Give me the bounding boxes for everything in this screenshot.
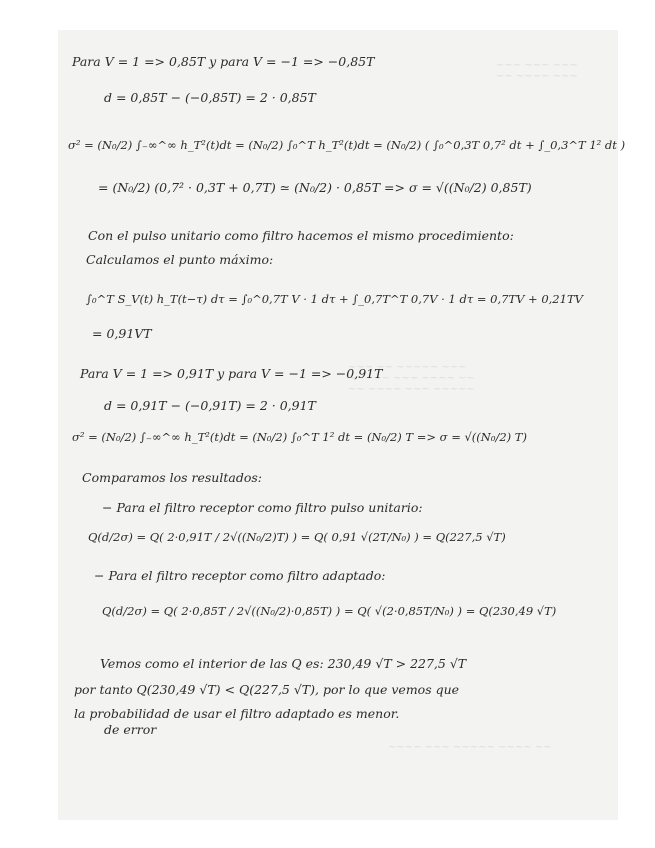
- line-8: = 0,91VT: [92, 326, 152, 341]
- bleed-through-top: ~~~ ~~~ ~~~ ~~ ~~~~ ~~~: [496, 60, 578, 82]
- handwritten-page: [58, 30, 626, 820]
- line-3: σ² = (N₀/2) ∫₋∞^∞ h_T²(t)dt = (N₀/2) ∫₀^T h_T²(t)dt = (N₀/2) ( ∫₀^0,3T 0,7² dt + ∫_0,3^T 1² dt ): [68, 138, 626, 152]
- line-16: Q(d/2σ) = Q( 2·0,85T / 2√((N₀/2)·0,85T) ) = Q( √(2·0,85T/N₀) ) = Q(230,49 √T): [102, 604, 557, 618]
- line-12: Comparamos los resultados:: [82, 470, 262, 485]
- line-15: − Para el filtro receptor como filtro adaptado:: [94, 568, 386, 583]
- line-10: d = 0,91T − (−0,91T) = 2 · 0,91T: [104, 398, 316, 413]
- line-2: d = 0,85T − (−0,85T) = 2 · 0,85T: [104, 90, 316, 105]
- line-1: Para V = 1 => 0,85T y para V = −1 => −0,85T: [72, 54, 375, 69]
- line-7: ∫₀^T S_V(t) h_T(t−τ) dτ = ∫₀^0,7T V · 1 dτ + ∫_0,7T^T 0,7V · 1 dτ = 0,7TV + 0,21TV: [86, 292, 583, 306]
- line-4: = (N₀/2) (0,7² · 0,3T + 0,7T) ≃ (N₀/2) · 0,85T => σ = √((N₀/2) 0,85T): [98, 180, 532, 195]
- line-18: por tanto Q(230,49 √T) < Q(227,5 √T), por lo que vemos que: [74, 682, 460, 697]
- line-9: Para V = 1 => 0,91T y para V = −1 => −0,91T: [80, 366, 383, 381]
- line-11: σ² = (N₀/2) ∫₋∞^∞ h_T²(t)dt = (N₀/2) ∫₀^T 1² dt = (N₀/2) T => σ = √((N₀/2) T): [72, 430, 527, 444]
- bleed-through-middle: ~~~ ~~ ~~~~~ ~~~ ~~~~~ ~~~ ~~~~ ~~ ~~ ~~~~ ~~~ ~~~~~: [348, 362, 475, 395]
- line-14: Q(d/2σ) = Q( 2·0,91T / 2√((N₀/2)T) ) = Q( 0,91 √(2T/N₀) ) = Q(227,5 √T): [88, 530, 506, 544]
- line-13: − Para el filtro receptor como filtro pulso unitario:: [102, 500, 423, 515]
- line-6: Calculamos el punto máximo:: [86, 252, 274, 267]
- bleed-through-bottom: ~~~~ ~~~ ~~~~~ ~~~~ ~~: [388, 742, 552, 753]
- line-20: de error: [104, 722, 157, 737]
- line-5: Con el pulso unitario como filtro hacemos el mismo procedimiento:: [88, 228, 514, 243]
- line-19: la probabilidad de usar el filtro adaptado es menor.: [74, 706, 400, 721]
- line-17: Vemos como el interior de las Q es: 230,49 √T > 227,5 √T: [100, 656, 467, 671]
